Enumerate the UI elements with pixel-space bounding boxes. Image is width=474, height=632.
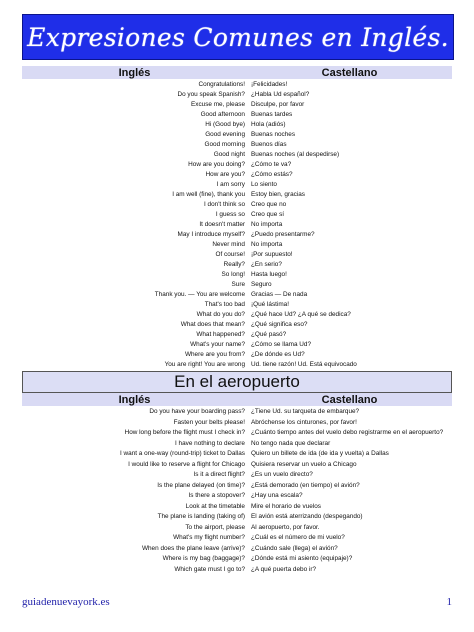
spanish-phrase: Gracias — De nada: [251, 291, 308, 298]
table-row: [22, 491, 452, 502]
spanish-phrase: ¿Qué pasó?: [251, 331, 287, 338]
spanish-phrase: Buenas noches (al despedirse): [251, 151, 340, 158]
table-row: [22, 150, 452, 160]
table-row: [22, 90, 452, 100]
table-row: [22, 180, 452, 190]
table-row: [22, 418, 452, 429]
table-row: [22, 140, 452, 150]
english-phrase: Good morning: [204, 141, 245, 148]
english-phrase: Which gate must I go to?: [174, 565, 245, 573]
spanish-phrase: Seguro: [251, 281, 272, 288]
column-header-row: [22, 66, 452, 79]
english-phrase: You are right! You are wrong: [164, 361, 245, 368]
footer-site-link[interactable]: guiadenuevayork.es: [22, 596, 110, 608]
spanish-phrase: ¿Cómo te va?: [251, 161, 292, 168]
spanish-phrase: ¿Cuándo sale (llega) el avión?: [251, 544, 338, 552]
english-phrase: Good afternoon: [200, 111, 245, 118]
english-phrase: I want a one-way (round-trip) ticket to Dallas: [119, 450, 245, 457]
spanish-phrase: ¡Qué lástima!: [251, 301, 290, 308]
spanish-phrase: ¿A qué puerta debo ir?: [251, 565, 317, 573]
table-row: [22, 80, 452, 90]
english-phrase: Fasten your belts please!: [173, 418, 245, 426]
english-phrase: Good evening: [205, 131, 245, 138]
table-row: [22, 439, 452, 450]
spanish-phrase: Creo que no: [251, 201, 287, 208]
spanish-phrase: Abróchense los cinturones, por favor!: [251, 418, 357, 426]
english-phrase: The plane is landing (taking of): [157, 513, 245, 520]
english-phrase: I am sorry: [216, 181, 245, 188]
spanish-phrase: ¿En serio?: [251, 261, 282, 268]
english-phrase: Hi (Good bye): [205, 121, 245, 128]
spanish-phrase: Quisiera reservar un vuelo a Chicago: [251, 460, 357, 468]
english-phrase: How are you?: [205, 171, 245, 178]
spanish-phrase: Lo siento: [251, 181, 277, 188]
table-row: [22, 100, 452, 110]
table-row: [22, 460, 452, 471]
english-phrase: What happened?: [196, 331, 245, 338]
column-header-row-airport: [22, 393, 452, 406]
spanish-phrase: Buenas noches: [251, 131, 296, 138]
english-phrase: What does that mean?: [180, 321, 245, 328]
spanish-phrase: Quiero un billete de ida (de ida y vuelta) a Dallas: [251, 450, 389, 457]
spanish-phrase: Al aeropuerto, por favor.: [251, 523, 320, 531]
spanish-phrase: ¿Cómo se llama Ud?: [251, 341, 312, 348]
english-phrase: Do you have your boarding pass?: [149, 408, 245, 415]
spanish-phrase: ¿Cuánto tiempo antes del vuelo debo registrarme en el aeropuerto?: [251, 429, 444, 436]
table-row: [22, 200, 452, 210]
english-phrase: What's your name?: [190, 341, 245, 348]
spanish-phrase: Mire el horario de vuelos: [251, 502, 321, 510]
english-phrase: What do you do?: [196, 311, 245, 318]
column-header-spanish: Castellano: [321, 393, 378, 406]
table-row: [22, 320, 452, 330]
english-phrase: Is there a stopover?: [188, 492, 245, 499]
spanish-phrase: No importa: [251, 241, 283, 248]
table-row: [22, 360, 452, 370]
table-row: [22, 280, 452, 290]
phrase-table-common: [22, 80, 452, 370]
table-row: [22, 230, 452, 240]
table-row: [22, 565, 452, 576]
page-title: Expresiones Comunes en Inglés.: [27, 22, 449, 52]
spanish-phrase: Buenas tardes: [251, 111, 293, 118]
spanish-phrase: ¿Está demorado (en tiempo) el avión?: [251, 481, 360, 489]
spanish-phrase: Hasta luego!: [251, 271, 287, 278]
column-header-english: Inglés: [118, 393, 151, 406]
table-row: [22, 110, 452, 120]
spanish-phrase: Disculpe, por favor: [251, 101, 305, 108]
spanish-phrase: ¿Tiene Ud. su tarqueta de embarque?: [251, 408, 360, 415]
english-phrase: How are you doing?: [188, 161, 245, 168]
table-row: [22, 481, 452, 492]
english-phrase: Sure: [231, 281, 245, 288]
table-row: [22, 250, 452, 260]
english-phrase: So long!: [221, 271, 245, 278]
page-number: 1: [446, 596, 452, 608]
english-phrase: Never mind: [212, 241, 245, 248]
english-phrase: Good night: [213, 151, 245, 158]
english-phrase: I am well (fine), thank you: [172, 191, 245, 198]
spanish-phrase: Estoy bien, gracias: [251, 191, 305, 198]
title-banner: [22, 14, 454, 60]
spanish-phrase: ¿Cómo estás?: [251, 171, 293, 178]
table-row: [22, 310, 452, 320]
spanish-phrase: Creo que sí: [251, 211, 285, 218]
english-phrase: I would like to reserve a flight for Chicago: [128, 460, 245, 468]
table-row: [22, 260, 452, 270]
spanish-phrase: ¿De dónde es Ud?: [251, 351, 305, 358]
english-phrase: What's my flight number?: [173, 534, 245, 541]
english-phrase: Is it a direct flight?: [193, 471, 245, 478]
spanish-phrase: ¿Hay una escala?: [251, 492, 303, 499]
english-phrase: Congratulations!: [198, 81, 245, 88]
spanish-phrase: ¡Por supuesto!: [251, 251, 293, 258]
table-row: [22, 270, 452, 280]
english-phrase: Of course!: [215, 251, 245, 258]
english-phrase: Really?: [223, 261, 245, 268]
spanish-phrase: No importa: [251, 221, 283, 228]
table-row: [22, 407, 452, 418]
table-row: [22, 330, 452, 340]
table-row: [22, 130, 452, 140]
spanish-phrase: ¿Es un vuelo directo?: [251, 471, 313, 478]
table-row: [22, 220, 452, 230]
english-phrase: It doesn't matter: [199, 221, 245, 228]
english-phrase: Do you speak Spanish?: [177, 91, 245, 98]
spanish-phrase: ¿Habla Ud español?: [251, 91, 310, 98]
table-row: [22, 512, 452, 523]
english-phrase: May I introduce myself?: [177, 231, 245, 238]
spanish-phrase: Hola (adiós): [251, 121, 286, 128]
table-row: [22, 350, 452, 360]
table-row: [22, 190, 452, 200]
table-row: [22, 210, 452, 220]
table-row: [22, 300, 452, 310]
english-phrase: I have nothing to declare: [175, 439, 245, 447]
table-row: [22, 554, 452, 565]
column-header-spanish: Castellano: [321, 66, 378, 79]
table-row: [22, 120, 452, 130]
spanish-phrase: ¿Dónde está mi asiento (equipaje)?: [251, 555, 353, 562]
table-row: [22, 470, 452, 481]
english-phrase: When does the plane leave (arrive)?: [141, 544, 245, 552]
spanish-phrase: ¿Qué hace Ud? ¿A qué se dedica?: [251, 311, 351, 318]
table-row: [22, 544, 452, 555]
spanish-phrase: ¡Felicidades!: [251, 81, 288, 88]
spanish-phrase: El avión está aterrizando (despegando): [251, 513, 363, 520]
english-phrase: Is the plane delayed (on time)?: [157, 481, 245, 489]
table-row: [22, 160, 452, 170]
english-phrase: I guess so: [215, 211, 245, 218]
english-phrase: Where is my bag (baggage)?: [162, 555, 245, 562]
english-phrase: How long before the flight must I check in?: [124, 429, 245, 436]
spanish-phrase: Buenos días: [251, 141, 287, 148]
table-row: [22, 533, 452, 544]
english-phrase: Where are you from?: [184, 351, 245, 358]
english-phrase: To the airport, please: [185, 523, 245, 531]
table-row: [22, 449, 452, 460]
table-row: [22, 240, 452, 250]
table-row: [22, 428, 452, 439]
english-phrase: Excuse me, please: [191, 101, 245, 108]
spanish-phrase: Ud. tiene razón! Ud. Está equivocado: [251, 361, 357, 368]
spanish-phrase: ¿Cuál es el número de mi vuelo?: [251, 534, 345, 541]
english-phrase: That's too bad: [204, 301, 245, 308]
table-row: [22, 290, 452, 300]
english-phrase: Thank you. — You are welcome: [154, 291, 245, 298]
spanish-phrase: No tengo nada que declarar: [251, 439, 331, 447]
table-row: [22, 523, 452, 534]
spanish-phrase: ¿Qué significa eso?: [251, 321, 308, 328]
table-row: [22, 340, 452, 350]
english-phrase: Look at the timetable: [185, 502, 245, 510]
phrase-table-airport: [22, 407, 452, 575]
english-phrase: I don't think so: [203, 201, 245, 208]
spanish-phrase: ¿Puedo presentarme?: [251, 231, 315, 238]
table-row: [22, 502, 452, 513]
section-title-airport: En el aeropuerto: [22, 371, 452, 393]
table-row: [22, 170, 452, 180]
column-header-english: Inglés: [118, 66, 151, 79]
